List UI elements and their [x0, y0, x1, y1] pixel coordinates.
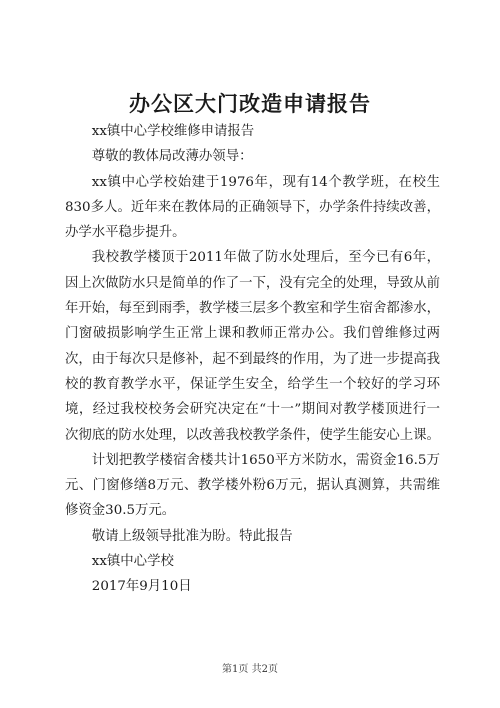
paragraph-school-intro: xx镇中心学校始建于1976年，现有14个教学班，在校生830多人。近年来在教体局的正确领导下，办学条件持续改善，办学水平稳步提升。: [65, 174, 440, 241]
document-title: 办公区大门改造申请报告: [129, 91, 371, 116]
salutation: 尊敬的教体局改薄办领导：: [91, 149, 253, 165]
report-subject-line: xx镇中心学校维修申请报告: [91, 124, 255, 139]
paragraph-problem: 我校教学楼顶于2011年做了防水处理后，至今已有6年，因上次做防水只是简单的作了一下，没有完全的处理，导致从前年开始，每至到雨季，教学楼三层多个教室和学生宿舍都渗水，门窗破损影响学生正常上课和教师正常办公。我们曾维修过两次，由于每次只是修补，起不到最终的作用，为了进一步提高我校的教育教学水平，保证学生安全，给学生一个较好的学习环境，经过我校校务会研究决定在“十一”期间对教学楼顶进行一次彻底的防水处理，以改善我校教学条件，使学生能安心上课。: [65, 250, 440, 443]
document-body: [65, 119, 440, 600]
paragraph-budget: 计划把教学楼宿舍楼共计1650平方米防水，需资金16.5万元、门窗修缮8万元、教学楼外粉6万元，据认真测算，共需维修资金30.5万元。: [65, 452, 440, 519]
signature-organization: xx镇中心学校: [91, 554, 174, 570]
signature-date: 2017年9月10日: [91, 579, 192, 595]
page-number: 第1页 共2页: [222, 664, 278, 675]
closing-request: 敬请上级领导批准为盼。特此报告: [91, 528, 293, 544]
